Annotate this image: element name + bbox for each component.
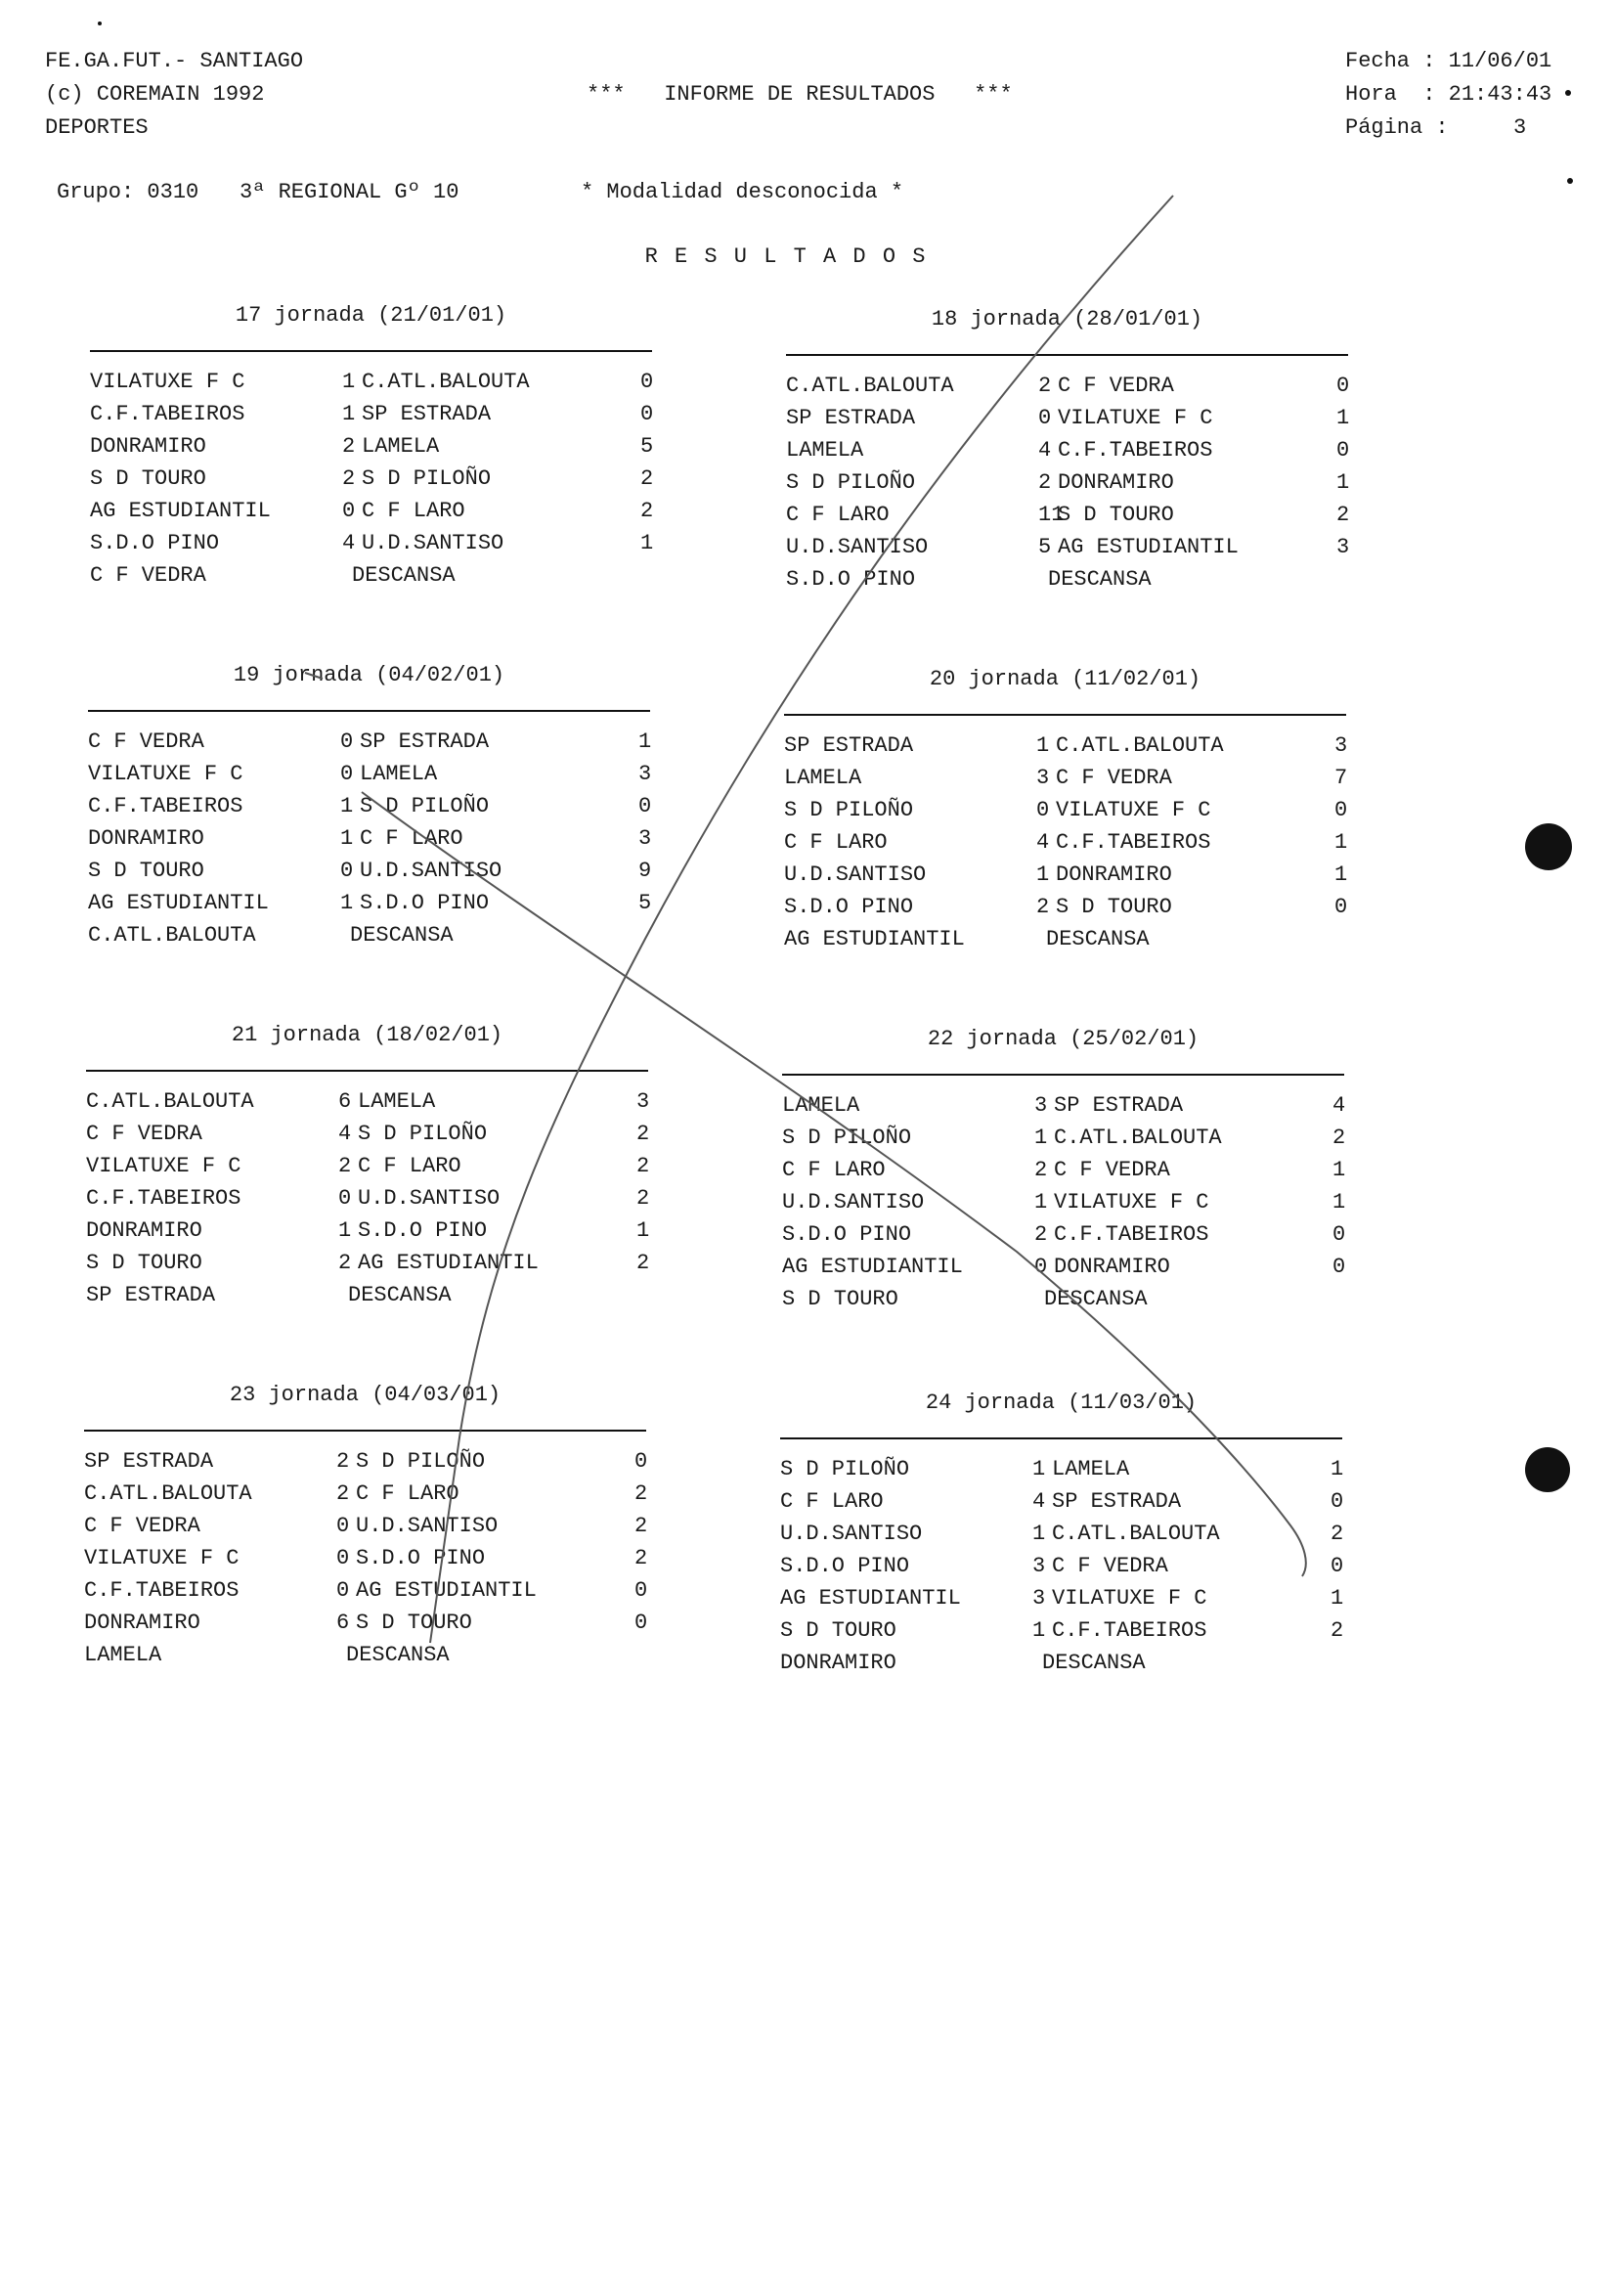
away-team: S D PILOÑO [360, 794, 490, 818]
away-score: 0 [1332, 1222, 1346, 1247]
rest-label: DESCANSA [348, 1283, 452, 1307]
away-score: 2 [636, 1154, 650, 1178]
pen-tick [305, 673, 323, 679]
jornada-title: 21 jornada (18/02/01) [231, 1023, 503, 1047]
home-team: C F VEDRA [86, 1122, 202, 1146]
department-line: DEPORTES [45, 115, 149, 140]
home-team: DONRAMIRO [86, 1218, 202, 1243]
home-score: 2 [338, 1154, 352, 1178]
away-team: SP ESTRADA [362, 402, 492, 426]
home-team: C.ATL.BALOUTA [786, 374, 954, 398]
away-team: C.ATL.BALOUTA [1052, 1522, 1220, 1546]
home-score: 0 [1038, 406, 1052, 430]
away-team: C F LARO [360, 826, 463, 851]
away-score: 2 [1336, 503, 1350, 527]
home-team: VILATUXE F C [90, 370, 245, 394]
away-team: S D TOURO [356, 1611, 472, 1635]
home-score: 1 [1032, 1522, 1046, 1546]
home-score: 0 [338, 1186, 352, 1211]
home-team: C F VEDRA [88, 729, 204, 754]
home-score: 4 [1032, 1489, 1046, 1514]
rest-label: DESCANSA [350, 923, 454, 948]
home-score: 0 [1036, 798, 1050, 822]
rest-team: C F VEDRA [90, 563, 206, 588]
report-time: Hora : 21:43:43 [1345, 82, 1552, 107]
away-score: 3 [638, 762, 652, 786]
home-score: 6 [336, 1611, 350, 1635]
home-score: 2 [1038, 374, 1052, 398]
home-score: 0 [342, 499, 356, 523]
home-team: AG ESTUDIANTIL [780, 1586, 961, 1611]
home-score: 1 [1034, 1190, 1048, 1214]
away-score: 5 [640, 434, 654, 459]
home-score: 2 [336, 1481, 350, 1506]
away-team: VILATUXE F C [1058, 406, 1213, 430]
away-score: 2 [640, 466, 654, 491]
away-score: 0 [634, 1578, 648, 1603]
away-score: 1 [640, 531, 654, 555]
home-team: LAMELA [786, 438, 864, 463]
away-score: 1 [1336, 470, 1350, 495]
speck-corner [98, 22, 102, 25]
speck-mid [1567, 178, 1573, 184]
home-team: U.D.SANTISO [780, 1522, 923, 1546]
away-team: U.D.SANTISO [356, 1514, 499, 1538]
home-team: C F LARO [782, 1158, 886, 1182]
home-team: C.ATL.BALOUTA [86, 1089, 254, 1114]
home-score: 5 [1038, 535, 1052, 559]
home-team: S D PILOÑO [780, 1457, 910, 1481]
away-score: 2 [634, 1514, 648, 1538]
away-team: C.ATL.BALOUTA [362, 370, 530, 394]
home-team: U.D.SANTISO [782, 1190, 925, 1214]
away-team: C.F.TABEIROS [1058, 438, 1213, 463]
punch-hole-upper [1525, 823, 1572, 870]
home-team: S D TOURO [88, 859, 204, 883]
away-score: 0 [640, 402, 654, 426]
away-score: 2 [634, 1481, 648, 1506]
home-score: 6 [338, 1089, 352, 1114]
home-score: 1 [340, 826, 354, 851]
away-score: 3 [638, 826, 652, 851]
home-score: 1 [342, 370, 356, 394]
away-team: VILATUXE F C [1056, 798, 1211, 822]
rest-team: SP ESTRADA [86, 1283, 216, 1307]
away-team: C F VEDRA [1054, 1158, 1170, 1182]
home-score: 0 [336, 1578, 350, 1603]
away-score: 9 [638, 859, 652, 883]
home-team: VILATUXE F C [84, 1546, 240, 1570]
away-team: S.D.O PINO [356, 1546, 486, 1570]
home-score: 1 [342, 402, 356, 426]
home-team: SP ESTRADA [84, 1449, 214, 1474]
away-team: S D TOURO [1056, 895, 1172, 919]
away-score: 0 [1332, 1255, 1346, 1279]
home-score: 3 [1034, 1093, 1048, 1118]
rest-label: DESCANSA [346, 1643, 450, 1667]
away-score: 0 [634, 1611, 648, 1635]
home-score: 2 [338, 1251, 352, 1275]
away-score: 3 [1334, 733, 1348, 758]
modality-label: * Modalidad desconocida * [581, 180, 904, 204]
rest-team: AG ESTUDIANTIL [784, 927, 965, 951]
rest-team: S D TOURO [782, 1287, 898, 1311]
home-score: 2 [336, 1449, 350, 1474]
away-score: 7 [1334, 766, 1348, 790]
away-score: 0 [640, 370, 654, 394]
jornada-title: 18 jornada (28/01/01) [931, 307, 1203, 331]
home-score: 4 [338, 1122, 352, 1146]
home-team: U.D.SANTISO [786, 535, 929, 559]
home-team: S D PILOÑO [782, 1126, 912, 1150]
away-team: S D PILOÑO [356, 1449, 486, 1474]
page-number-label: Página : [1345, 115, 1449, 140]
home-score: 0 [340, 859, 354, 883]
jornada-title: 17 jornada (21/01/01) [235, 303, 507, 328]
away-score: 2 [636, 1122, 650, 1146]
home-score: 11 [1038, 503, 1065, 527]
home-team: C F LARO [784, 830, 888, 855]
group-code: Grupo: 0310 [57, 180, 199, 204]
home-score: 0 [336, 1546, 350, 1570]
away-team: U.D.SANTISO [358, 1186, 501, 1211]
away-team: SP ESTRADA [1054, 1093, 1184, 1118]
away-score: 0 [634, 1449, 648, 1474]
away-team: LAMELA [360, 762, 438, 786]
speck-top [1565, 90, 1571, 96]
away-score: 2 [1332, 1126, 1346, 1150]
away-score: 1 [1332, 1158, 1346, 1182]
home-score: 1 [340, 891, 354, 915]
page-number-value: 3 [1513, 115, 1527, 140]
away-team: C F LARO [358, 1154, 461, 1178]
away-team: S D TOURO [1058, 503, 1174, 527]
away-score: 4 [1332, 1093, 1346, 1118]
away-team: C F LARO [362, 499, 465, 523]
away-team: AG ESTUDIANTIL [356, 1578, 537, 1603]
away-score: 2 [636, 1251, 650, 1275]
rest-label: DESCANSA [352, 563, 456, 588]
jornada-title: 24 jornada (11/03/01) [925, 1391, 1198, 1415]
away-score: 1 [636, 1218, 650, 1243]
copyright-line: (c) COREMAIN 1992 [45, 82, 265, 107]
home-score: 4 [342, 531, 356, 555]
org-name: FE.GA.FUT.- SANTIAGO [45, 49, 304, 73]
home-team: S.D.O PINO [780, 1554, 910, 1578]
away-team: SP ESTRADA [1052, 1489, 1182, 1514]
away-team: DONRAMIRO [1058, 470, 1174, 495]
rest-team: DONRAMIRO [780, 1651, 896, 1675]
home-score: 0 [340, 762, 354, 786]
rest-label: DESCANSA [1048, 567, 1152, 592]
rest-label: DESCANSA [1044, 1287, 1148, 1311]
jornada-title: 23 jornada (04/03/01) [229, 1383, 502, 1407]
home-team: AG ESTUDIANTIL [782, 1255, 963, 1279]
home-team: DONRAMIRO [88, 826, 204, 851]
away-team: LAMELA [362, 434, 440, 459]
jornada-title: 20 jornada (11/02/01) [929, 667, 1201, 691]
home-score: 2 [1034, 1222, 1048, 1247]
home-team: S D PILOÑO [786, 470, 916, 495]
away-team: C F VEDRA [1058, 374, 1174, 398]
home-score: 3 [1036, 766, 1050, 790]
home-team: S.D.O PINO [782, 1222, 912, 1247]
away-score: 2 [1331, 1522, 1344, 1546]
away-score: 0 [1336, 374, 1350, 398]
away-team: DONRAMIRO [1054, 1255, 1170, 1279]
report-date: Fecha : 11/06/01 [1345, 49, 1552, 73]
away-team: S D PILOÑO [358, 1122, 488, 1146]
home-score: 1 [1036, 733, 1050, 758]
away-team: S.D.O PINO [358, 1218, 488, 1243]
home-score: 1 [338, 1218, 352, 1243]
rest-label: DESCANSA [1042, 1651, 1146, 1675]
away-team: U.D.SANTISO [360, 859, 502, 883]
away-team: VILATUXE F C [1052, 1586, 1207, 1611]
away-score: 1 [1331, 1586, 1344, 1611]
report-title: *** INFORME DE RESULTADOS *** [587, 82, 1013, 107]
home-team: DONRAMIRO [90, 434, 206, 459]
home-score: 2 [1038, 470, 1052, 495]
home-team: LAMELA [784, 766, 862, 790]
home-team: S D TOURO [86, 1251, 202, 1275]
away-score: 3 [636, 1089, 650, 1114]
home-team: DONRAMIRO [84, 1611, 200, 1635]
home-team: S.D.O PINO [90, 531, 220, 555]
home-team: C F LARO [786, 503, 890, 527]
away-score: 1 [1334, 862, 1348, 887]
home-score: 2 [342, 434, 356, 459]
home-team: SP ESTRADA [784, 733, 914, 758]
home-team: C F VEDRA [84, 1514, 200, 1538]
home-team: SP ESTRADA [786, 406, 916, 430]
away-score: 5 [638, 891, 652, 915]
home-score: 3 [1032, 1586, 1046, 1611]
home-score: 1 [1034, 1126, 1048, 1150]
away-score: 0 [1331, 1554, 1344, 1578]
away-score: 1 [1331, 1457, 1344, 1481]
home-score: 2 [1034, 1158, 1048, 1182]
away-team: U.D.SANTISO [362, 531, 504, 555]
home-team: S D TOURO [780, 1618, 896, 1643]
home-score: 0 [336, 1514, 350, 1538]
home-team: AG ESTUDIANTIL [90, 499, 271, 523]
away-team: C.ATL.BALOUTA [1056, 733, 1224, 758]
away-score: 1 [1332, 1190, 1346, 1214]
away-team: C.F.TABEIROS [1054, 1222, 1209, 1247]
punch-hole-lower [1525, 1447, 1570, 1492]
away-score: 2 [636, 1186, 650, 1211]
away-score: 0 [1334, 895, 1348, 919]
home-team: S D PILOÑO [784, 798, 914, 822]
home-team: S.D.O PINO [784, 895, 914, 919]
home-team: U.D.SANTISO [784, 862, 927, 887]
home-score: 3 [1032, 1554, 1046, 1578]
home-team: AG ESTUDIANTIL [88, 891, 269, 915]
away-score: 2 [640, 499, 654, 523]
home-team: C.F.TABEIROS [84, 1578, 240, 1603]
away-score: 0 [1334, 798, 1348, 822]
away-team: DONRAMIRO [1056, 862, 1172, 887]
home-team: C.ATL.BALOUTA [84, 1481, 252, 1506]
away-team: S.D.O PINO [360, 891, 490, 915]
home-score: 1 [1032, 1457, 1046, 1481]
away-score: 2 [1331, 1618, 1344, 1643]
away-team: AG ESTUDIANTIL [1058, 535, 1239, 559]
away-score: 1 [1336, 406, 1350, 430]
away-score: 1 [1334, 830, 1348, 855]
home-team: VILATUXE F C [86, 1154, 241, 1178]
away-team: C.F.TABEIROS [1052, 1618, 1207, 1643]
home-team: S D TOURO [90, 466, 206, 491]
home-team: C.F.TABEIROS [90, 402, 245, 426]
rest-team: LAMELA [84, 1643, 162, 1667]
home-score: 4 [1036, 830, 1050, 855]
away-team: S D PILOÑO [362, 466, 492, 491]
home-score: 4 [1038, 438, 1052, 463]
category-label: 3ª REGIONAL Gº 10 [240, 180, 459, 204]
away-team: SP ESTRADA [360, 729, 490, 754]
home-team: VILATUXE F C [88, 762, 243, 786]
home-score: 1 [1036, 862, 1050, 887]
rest-label: DESCANSA [1046, 927, 1150, 951]
home-score: 0 [340, 729, 354, 754]
away-team: AG ESTUDIANTIL [358, 1251, 539, 1275]
home-score: 2 [1036, 895, 1050, 919]
section-title: R E S U L T A D O S [644, 244, 928, 269]
away-score: 3 [1336, 535, 1350, 559]
home-team: C F LARO [780, 1489, 884, 1514]
rest-team: S.D.O PINO [786, 567, 916, 592]
home-team: C.F.TABEIROS [86, 1186, 241, 1211]
home-score: 1 [340, 794, 354, 818]
home-score: 2 [342, 466, 356, 491]
home-team: C.F.TABEIROS [88, 794, 243, 818]
pen-stroke-cross [362, 792, 1306, 1576]
away-score: 0 [1336, 438, 1350, 463]
away-team: C F VEDRA [1056, 766, 1172, 790]
away-team: LAMELA [358, 1089, 436, 1114]
rest-team: C.ATL.BALOUTA [88, 923, 256, 948]
jornada-title: 19 jornada (04/02/01) [233, 663, 505, 687]
away-team: C F VEDRA [1052, 1554, 1168, 1578]
away-team: LAMELA [1052, 1457, 1130, 1481]
away-score: 1 [638, 729, 652, 754]
away-score: 2 [634, 1546, 648, 1570]
away-score: 0 [1331, 1489, 1344, 1514]
away-score: 0 [638, 794, 652, 818]
home-score: 1 [1032, 1618, 1046, 1643]
home-score: 0 [1034, 1255, 1048, 1279]
home-team: LAMELA [782, 1093, 860, 1118]
away-team: C.F.TABEIROS [1056, 830, 1211, 855]
away-team: VILATUXE F C [1054, 1190, 1209, 1214]
jornada-title: 22 jornada (25/02/01) [927, 1027, 1200, 1051]
away-team: C.ATL.BALOUTA [1054, 1126, 1222, 1150]
away-team: C F LARO [356, 1481, 459, 1506]
